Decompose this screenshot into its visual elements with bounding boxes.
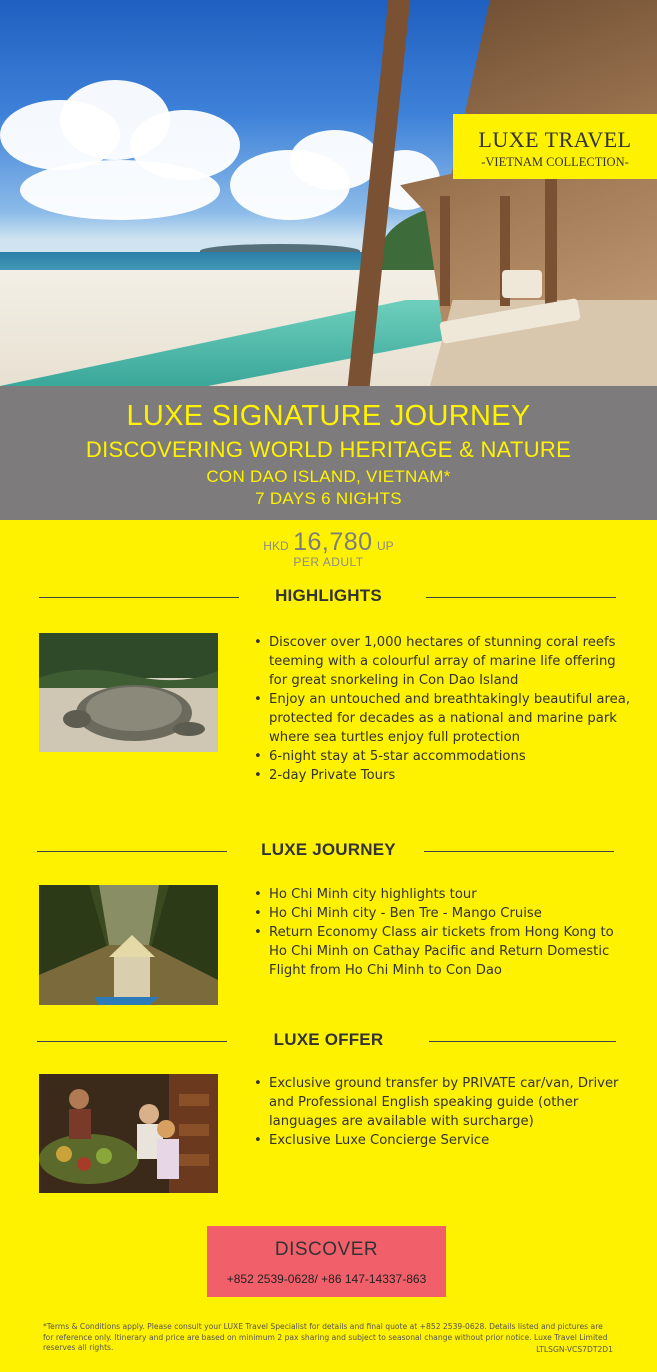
luxe-offer-list (252, 1074, 632, 1150)
price-block (0, 528, 657, 569)
brand-title: LUXE TRAVEL (478, 127, 632, 152)
luxe-journey-list (252, 885, 632, 980)
highlights-title: HIGHLIGHTS (275, 586, 382, 605)
list-item: • Enjoy an untouched and breathtakingly beautiful area, protected for decades as a national and marine park where sea turtles enjoy full protection (252, 690, 632, 747)
list-item: • Discover over 1,000 hectares of stunning coral reefs teeming with a colourful array of marine life offering for great snorkeling in Con Dao Island (252, 633, 632, 690)
price-currency: HKD (263, 539, 289, 553)
journey-location: CON DAO ISLAND, VIETNAM* (206, 467, 451, 486)
journey-duration: 7 DAYS 6 NIGHTS (255, 489, 402, 508)
list-item: • 6-night stay at 5-star accommodations (252, 747, 632, 766)
discover-button[interactable] (207, 1226, 446, 1297)
brand-subtitle: -VIETNAM COLLECTION- (481, 155, 629, 169)
discover-label: DISCOVER (274, 1239, 379, 1260)
contact-phones: +852 2539-0628/ +86 147-14337-863 (226, 1272, 427, 1286)
brand-logo-box (453, 114, 657, 179)
list-item: • Exclusive ground transfer by PRIVATE car/van, Driver and Professional English speaking guide (other languages are available with surcharge) (252, 1074, 632, 1131)
journey-subtitle: DISCOVERING WORLD HERITAGE & NATURE (85, 437, 572, 462)
highlights-header (0, 586, 657, 610)
river-boat-photo (39, 885, 218, 1005)
terms-text: *Terms & Conditions apply. Please consult your LUXE Travel Specialist for details and final quote at +852 2539-0628. Details listed and pictures are for reference only. Itinerary and price are based on minimum 2 pax sharing and subject to seasonal change without prior notice. Luxe Travel Limited reserves all rights. (43, 1322, 608, 1352)
luxe-journey-header (0, 840, 657, 864)
luxe-journey-title: LUXE JOURNEY (261, 840, 396, 859)
product-code: LTLSGN-VCS7DT2D1 (536, 1345, 613, 1354)
title-band (0, 386, 657, 520)
list-item: • 2-day Private Tours (252, 766, 632, 785)
luxe-offer-header (0, 1030, 657, 1054)
journey-title: LUXE SIGNATURE JOURNEY (126, 400, 531, 432)
hero-image (0, 0, 657, 386)
list-item: • Return Economy Class air tickets from Hong Kong to Ho Chi Minh on Cathay Pacific and Return Domestic Flight from Ho Chi Minh to Con Dao (252, 923, 632, 980)
price-per: PER ADULT (293, 555, 364, 569)
list-item: • Ho Chi Minh city - Ben Tre - Mango Cruise (252, 904, 632, 923)
list-item: • Ho Chi Minh city highlights tour (252, 885, 632, 904)
price-amount: 16,780 (293, 528, 373, 556)
luxe-offer-title: LUXE OFFER (273, 1030, 384, 1049)
highlights-list (252, 633, 632, 785)
price-suffix: UP (377, 539, 394, 553)
sea-turtle-photo (39, 633, 218, 752)
list-item: • Exclusive Luxe Concierge Service (252, 1131, 632, 1150)
market-photo (39, 1074, 218, 1193)
